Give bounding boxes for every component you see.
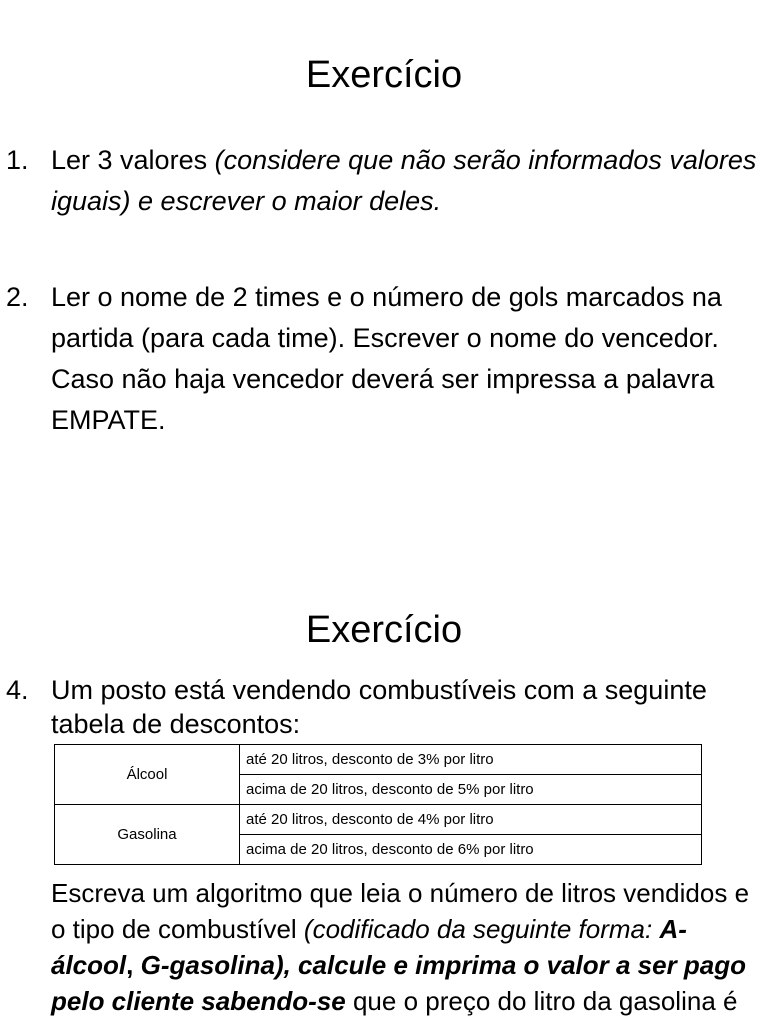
- continuation-part-3: A-álcool: [51, 914, 687, 980]
- item-2-number: 2.: [6, 282, 29, 312]
- discount-tier: até 20 litros, desconto de 4% por litro: [240, 805, 702, 835]
- item-4-intro: Um posto está vendendo combustíveis com a seguinte tabela de descontos:: [51, 675, 707, 739]
- continuation-part-6: , calcule e imprima o valor a ser pago pelo cliente sabendo-se: [51, 950, 747, 1016]
- continuation-part-7: que o preço do litro da gasolina é: [345, 986, 738, 1016]
- item-4-number: 4.: [6, 675, 29, 705]
- table-row: [55, 745, 702, 775]
- exercise-item-4: [6, 673, 762, 741]
- slide-2-title: Exercício: [305, 609, 463, 651]
- discount-table: [54, 744, 702, 865]
- fuel-name-alcool: Álcool: [55, 745, 240, 805]
- item-4-continuation: [51, 875, 762, 1019]
- continuation-part-2: (codificado da seguinte forma:: [303, 914, 660, 944]
- item-1-number: 1.: [6, 145, 29, 175]
- continuation-part-4: ,: [126, 950, 141, 980]
- continuation-part-5: G-gasolina): [140, 950, 284, 980]
- discount-tier: acima de 20 litros, desconto de 6% por litro: [240, 835, 702, 865]
- discount-tier: até 20 litros, desconto de 3% por litro: [240, 745, 702, 775]
- continuation-part-1: Escreva um algoritmo que leia o número de litros vendidos e o tipo de combustível: [51, 878, 750, 944]
- discount-tier: acima de 20 litros, desconto de 5% por litro: [240, 775, 702, 805]
- item-1-text-italic: (considere que não serão informados valores iguais) e escrever o maior deles.: [51, 145, 757, 216]
- item-2-text: Ler o nome de 2 times e o número de gols marcados na partida (para cada time). Escrever o nome do vencedor. Caso não haja vencedor deverá ser impressa a palavra EMPATE.: [51, 282, 722, 435]
- item-1-text-plain: Ler 3 valores: [51, 145, 215, 175]
- slide-1-title: Exercício: [305, 54, 463, 96]
- fuel-name-gasolina: Gasolina: [55, 805, 240, 865]
- table-row: [55, 805, 702, 835]
